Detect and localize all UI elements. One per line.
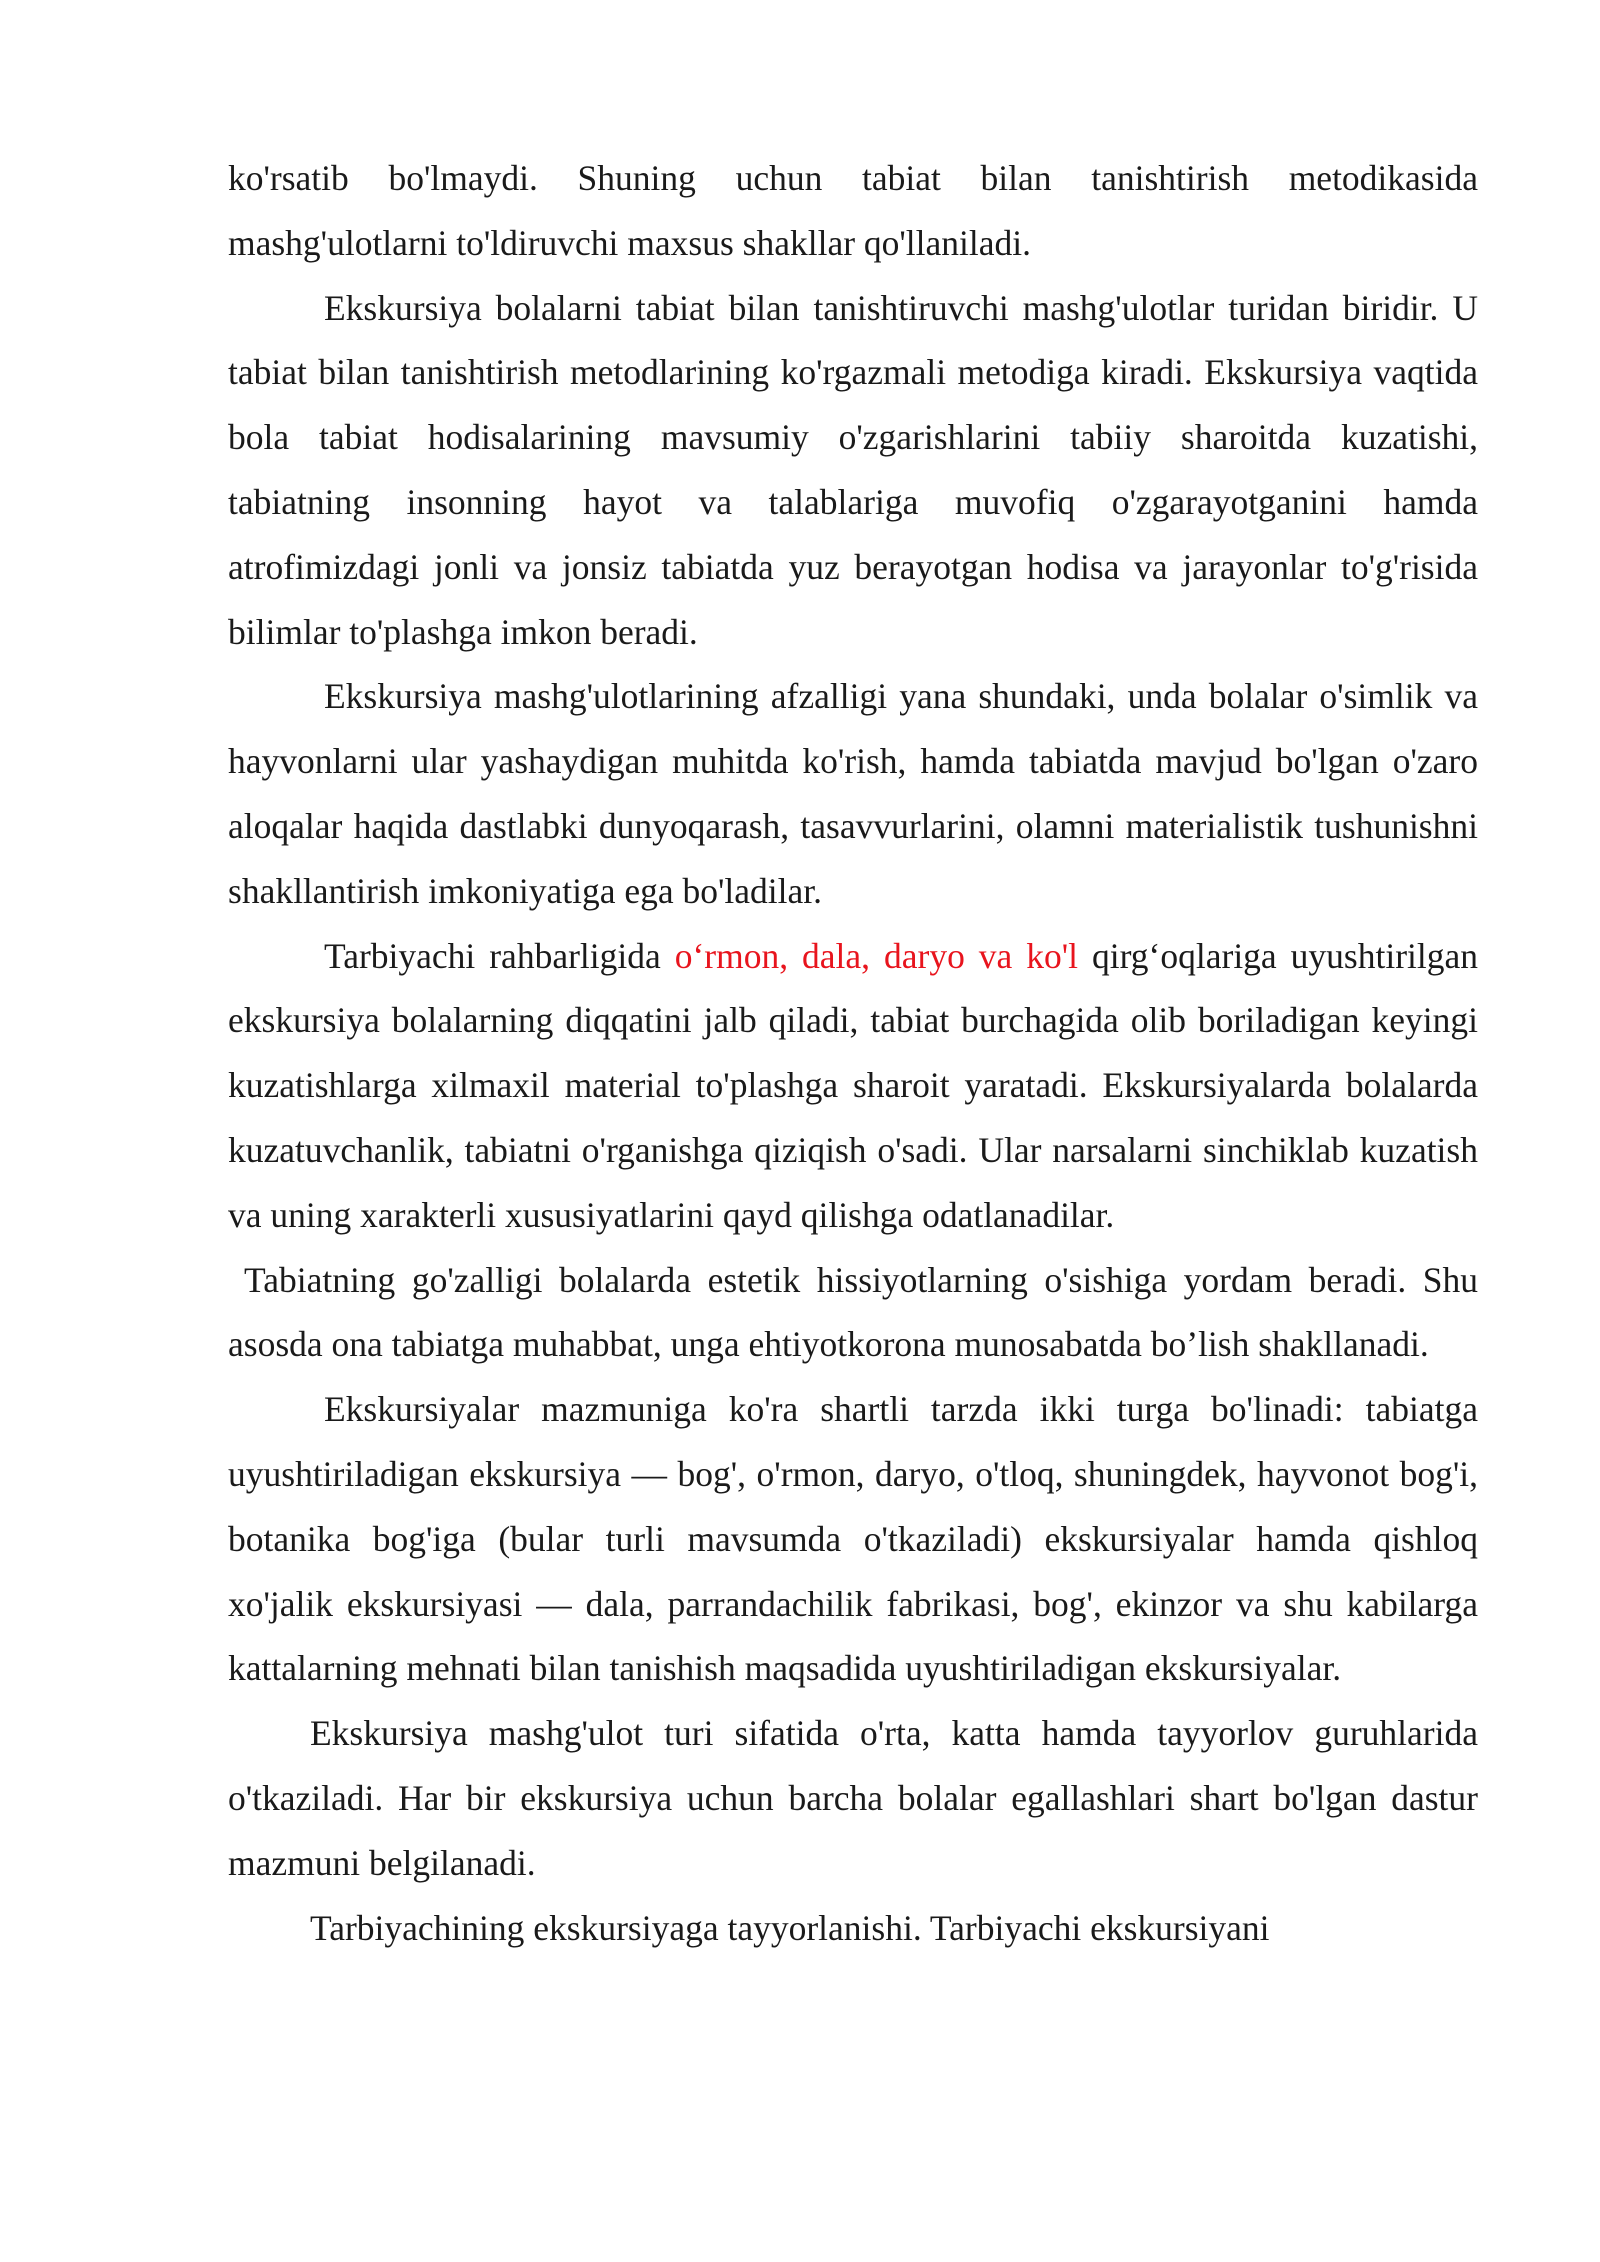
- paragraph-6: Ekskursiyalar mazmuniga ko'ra shartli tarzda ikki turga bo'linadi: tabiatga uyushtiriladigan ekskursiya — bog', o'rmon, daryo, o'tloq, shuningdek, hayvonot bog'i, botanika bog'iga (bular turli mavsumda o'tkaziladi) ekskursiyalar hamda qishloq xo'jalik ekskursiyasi — dala, parrandachilik fabrikasi, bog', ekinzor va shu kabilarga kattalarning mehnati bilan tanishish maqsadida uyushtiriladigan ekskursiyalar.: [228, 1389, 1478, 1689]
- paragraph-4-before: Tarbiyachi rahbarligida: [324, 935, 675, 976]
- document-page: [228, 146, 1478, 1960]
- paragraph-2: Ekskursiya bolalarni tabiat bilan tanishtiruvchi mashg'ulotlar turidan biridir. U tabiat bilan tanishtirish metodlarining ko'rgazmali metodiga kiradi. Ekskursiya vaqtida bola tabiat hodisalarining mavsumiy o'zgarishlarini tabiiy sharoitda kuzatishi, tabiatning insonning hayot va talablariga muvofiq o'zgarayotganini hamda atrofimizdagi jonli va jonsiz tabiatda yuz berayotgan hodisa va jarayonlar to'g'risida bilimlar to'plashga imkon beradi.: [228, 287, 1478, 652]
- paragraph-3: Ekskursiya mashg'ulotlarining afzalligi yana shundaki, unda bolalar o'simlik va hayvonlarni ular yashaydigan muhitda ko'rish, hamda tabiatda mavjud bo'lgan o'zaro aloqalar haqida dastlabki dunyoqarash, tasavvurlarini, olamni materialistik tushunishni shakllantirish imkoniyatiga ega bo'ladilar.: [228, 676, 1478, 911]
- paragraph-1: ko'rsatib bo'lmaydi. Shuning uchun tabiat bilan tanishtirish metodikasida mashg'ulotlarni to'ldiruvchi maxsus shakllar qo'llaniladi.: [228, 158, 1478, 263]
- paragraph-5: Tabiatning go'zalligi bolalarda estetik hissiyotlarning o'sishiga yordam beradi. Shu asosda ona tabiatga muhabbat, unga ehtiyotkorona munosabatda bo’lish shakllanadi.: [228, 1259, 1478, 1365]
- paragraph-7: Ekskursiya mashg'ulot turi sifatida o'rta, katta hamda tayyorlov guruhlarida o'tkaziladi. Har bir ekskursiya uchun barcha bolalar egallashlari shart bo'lgan dastur mazmuni belgilanadi.: [228, 1713, 1478, 1883]
- highlighted-places: o‘rmon, dala, daryo va ko'l: [674, 935, 1079, 976]
- paragraph-4-after: qirg‘oqlariga uyushtirilgan ekskursiya bolalarning diqqatini jalb qiladi, tabiat burchagida olib boriladigan keyingi kuzatishlarga xilmaxil material to'plashga sharoit yaratadi. Ekskursiyalarda bolalarda kuzatuvchanlik, tabiatni o'rganishga qiziqish o'sadi. Ular narsalarni sinchiklab kuzatish va uning xarakterli xususiyatlarini qayd qilishga odatlanadilar.: [228, 935, 1478, 1235]
- paragraph-4: [228, 924, 1478, 1248]
- paragraph-8: Tarbiyachining ekskursiyaga tayyorlanishi. Tarbiyachi ekskursiyani: [310, 1907, 1270, 1948]
